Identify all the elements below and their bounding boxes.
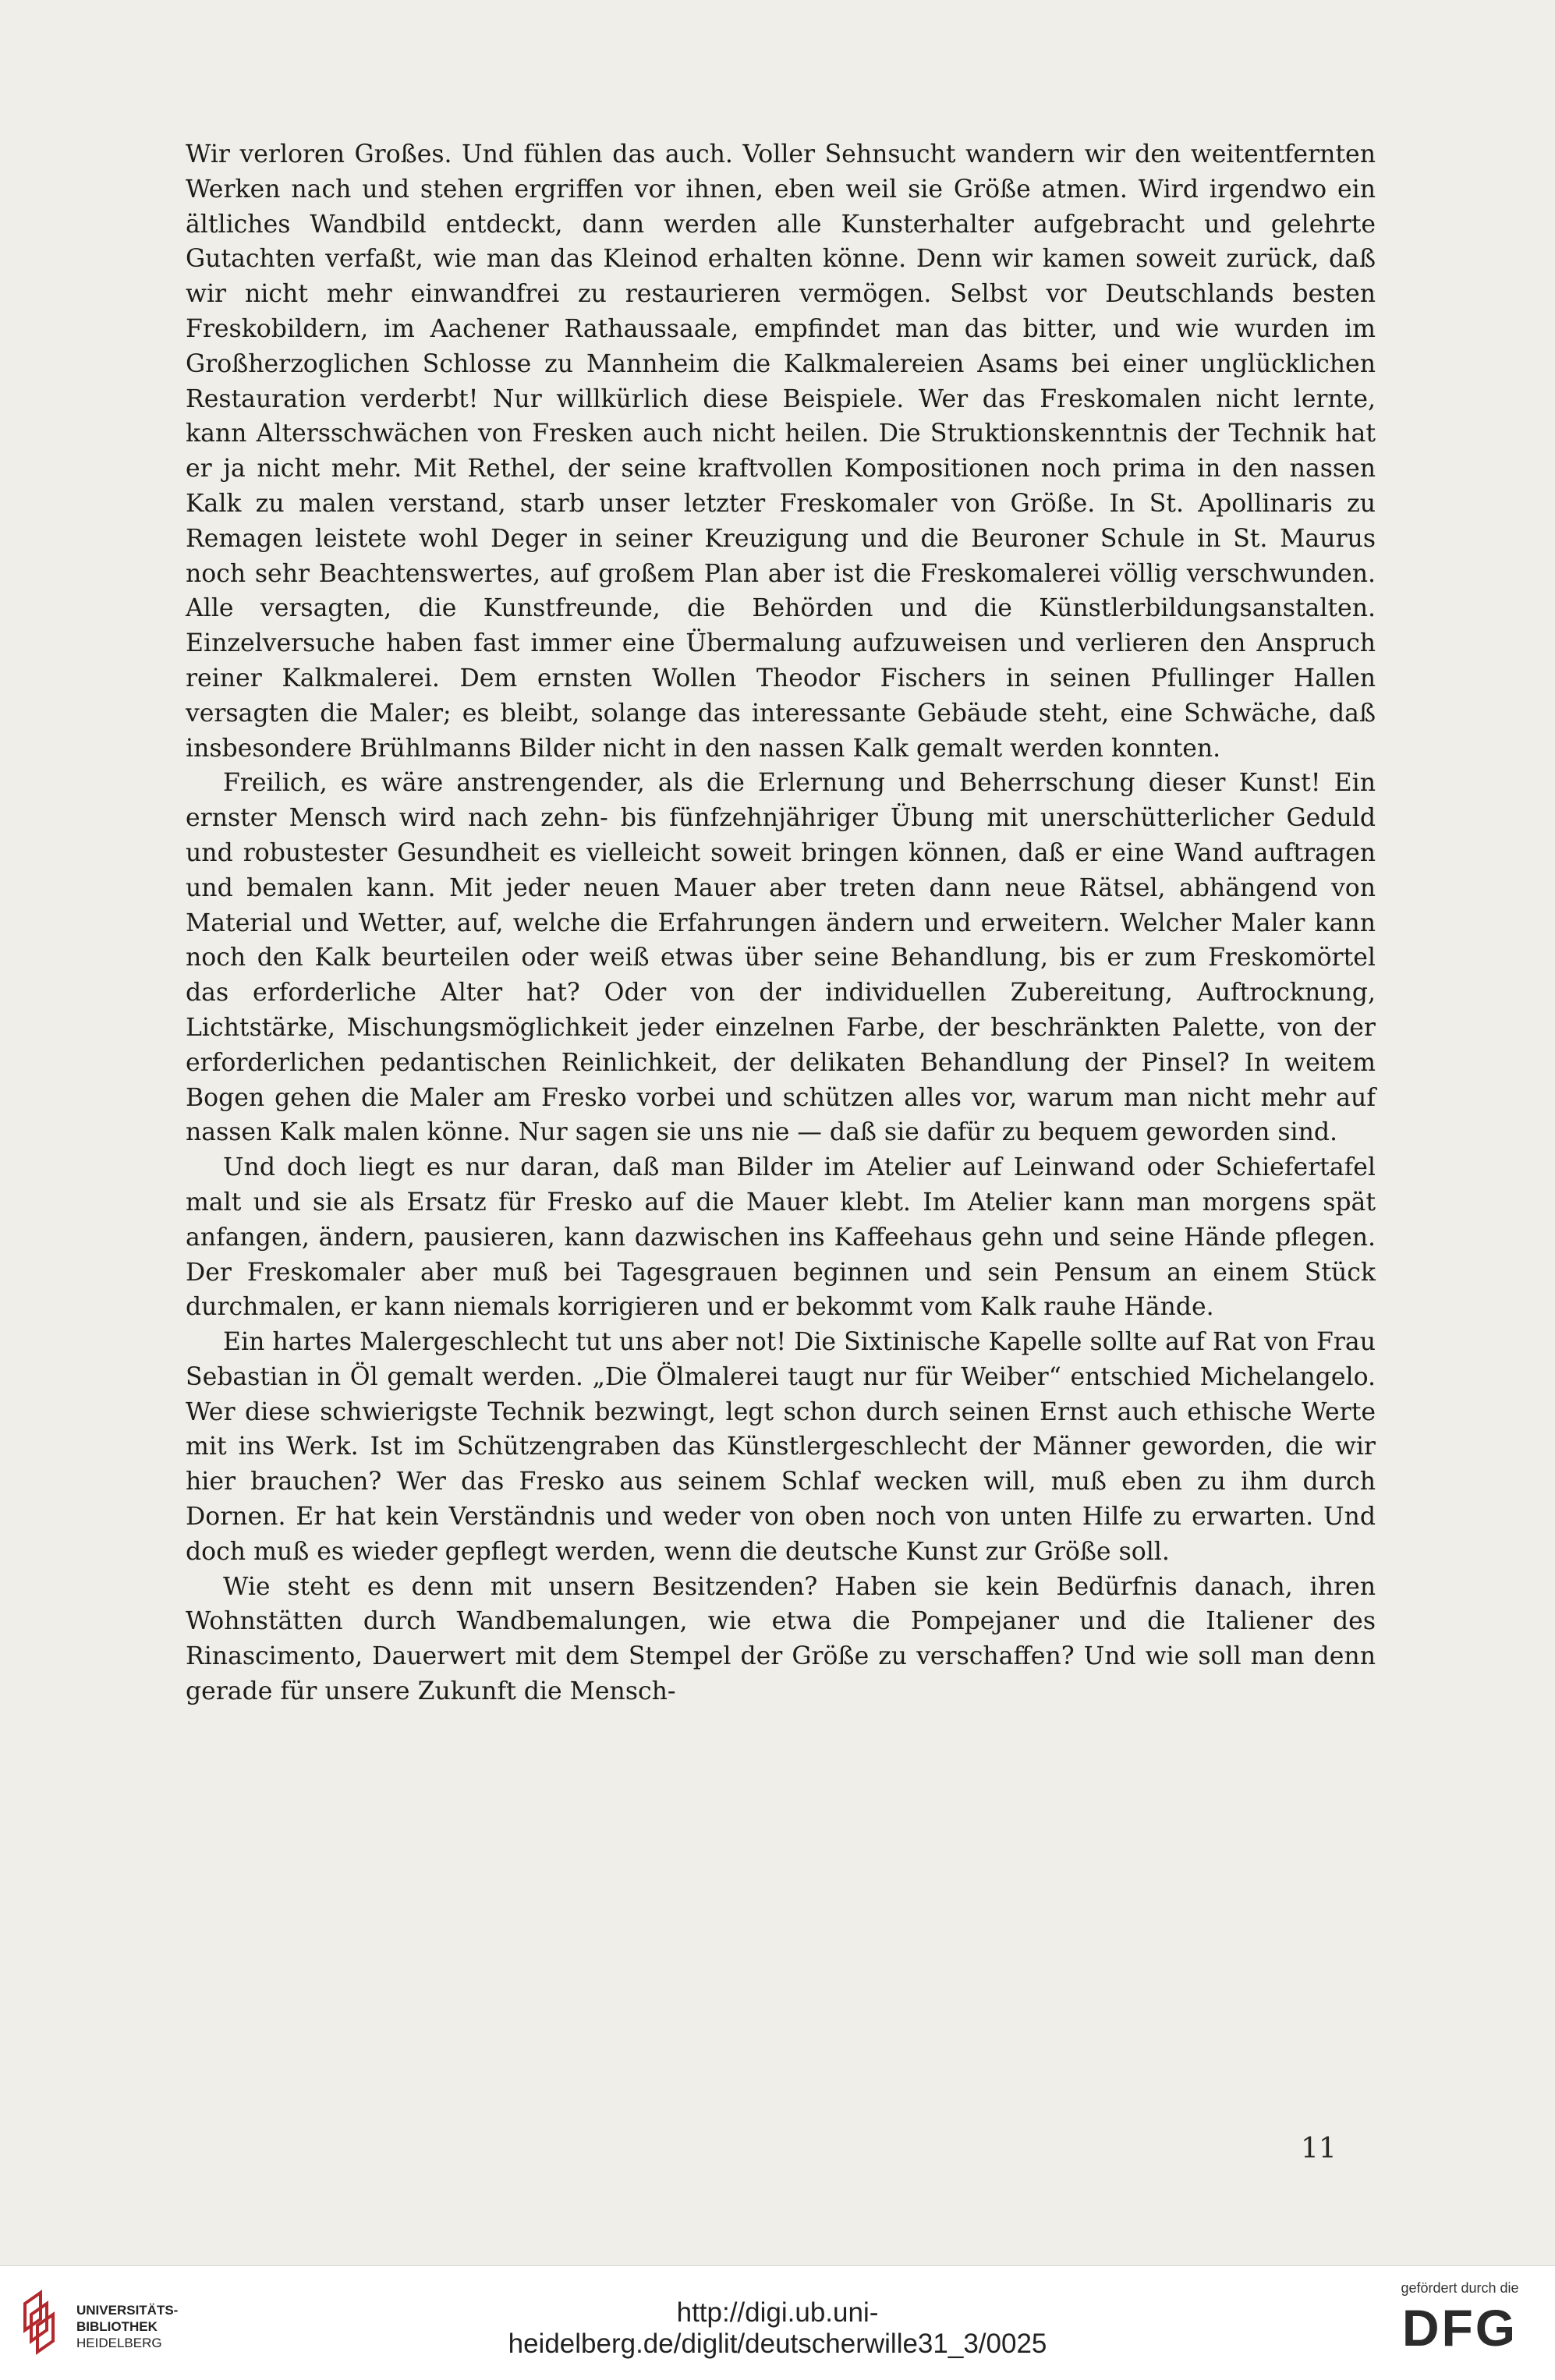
library-logo[interactable] bbox=[17, 2285, 189, 2363]
funder-block bbox=[1382, 2280, 1538, 2356]
paragraph-2: Freilich, es wäre anstrengender, als die Erlernung und Beherrschung dieser Kunst! Ein ernster Mensch wird nach zehn- bis fünfzehnjähriger Übung mit unerschütterlicher Geduld und robustester Gesundheit es vielleicht soweit bringen können, daß er eine Wand auftragen und bemalen kann. Mit jeder neuen Mauer aber treten dann neue Rätsel, abhängend von Material und Wetter, auf, welche die Erfahrungen ändern und erweitern. Welcher Maler kann noch den Kalk beurteilen oder weiß etwas über seine Behandlung, bis er zum Freskomörtel das erforderliche Alter hat? Oder von der individuellen Zubereitung, Auftrocknung, Lichtstärke, Mischungsmöglichkeit jeder einzelnen Farbe, der beschränkten Palette, von der erforderlichen pedantischen Reinlichkeit, der delikaten Behandlung der Pinsel? In weitem Bogen gehen die Maler am Fresko vorbei und schützen alles vor, warum man nicht mehr auf nassen Kalk malen könne. Nur sagen sie uns nie — daß sie dafür zu bequem geworden sind. bbox=[186, 769, 1376, 1147]
library-line-2: BIBLIOTHEK bbox=[76, 2319, 158, 2334]
body-text bbox=[186, 137, 1376, 1709]
paragraph-4: Ein hartes Malergeschlecht tut uns aber not! Die Sixtinische Kapelle sollte auf Rat von Frau Sebastian in Öl gemalt werden. „Die Ölmalerei taugt nur für Weiber“ entschied Michelangelo. Wer diese schwierigste Technik bezwingt, legt schon durch seinen Ernst auch ethische Werte mit ins Werk. Ist im Schützengraben das Künstlergeschlecht der Männer geworden, die wir hier brauchen? Wer das Fresko aus seinem Schlaf wecken will, muß eben zu ihm durch Dornen. Er hat kein Verständnis und weder von oben noch von unten Hilfe zu erwarten. Und doch muß es wieder gepflegt werden, wenn die deutsche Kunst zur Größe soll. bbox=[186, 1328, 1376, 1566]
library-name bbox=[76, 2302, 178, 2351]
funder-label: gefördert durch die bbox=[1401, 2280, 1519, 2296]
library-line-3: HEIDELBERG bbox=[76, 2336, 162, 2350]
paragraph-1: Wir verloren Großes. Und fühlen das auch. Voller Sehnsucht wandern wir den weitentfernten Werken nach und stehen ergriffen vor ihnen, eben weil sie Größe atmen. Wird irgendwo ein ältliches Wandbild entdeckt, dann werden alle Kunsterhalter aufgebracht und gelehrte Gutachten verfaßt, wie man das Kleinod erhalten könne. Denn wir kamen soweit zurück, daß wir nicht mehr einwandfrei zu restaurieren vermögen. Selbst vor Deutschlands besten Freskobildern, im Aachener Rathaussaale, empfindet man das bitter, und wie wurden im Großherzoglichen Schlosse zu Mannheim die Kalkmalereien Asams bei einer unglücklichen Restauration verderbt! Nur willkürlich diese Beispiele. Wer das Freskomalen nicht lernte, kann Altersschwächen von Fresken auch nicht heilen. Die Struktionskenntnis der Technik hat er ja nicht mehr. Mit Rethel, der seine kraftvollen Kompositionen noch prima in den nassen Kalk zu malen verstand, starb unser letzter Freskomaler von Größe. In St. Apollinaris zu Remagen leistete wohl Deger in seiner Kreuzigung und die Beuroner Schule in St. Maurus noch sehr Beachtenswertes, auf großem Plan aber ist die Freskomalerei völlig verschwunden. Alle versagten, die Kunstfreunde, die Behörden und die Künstlerbildungsanstalten. Einzelversuche haben fast immer eine Übermalung aufzuweisen und verlieren den Anspruch reiner Kalkmalerei. Dem ernsten Wollen Theodor Fischers in seinen Pfullinger Hallen versagten die Maler; es bleibt, solange das interessante Gebäude steht, eine Schwäche, daß insbesondere Brühlmanns Bilder nicht in den nassen Kalk gemalt werden konnten. bbox=[186, 140, 1376, 763]
ub-heidelberg-logo-icon bbox=[17, 2288, 66, 2360]
digitization-footer bbox=[0, 2265, 1555, 2380]
library-line-1: UNIVERSITÄTS- bbox=[76, 2303, 179, 2318]
page-number: 11 bbox=[1301, 2133, 1337, 2165]
dfg-logo[interactable]: DFG bbox=[1401, 2299, 1518, 2357]
paragraph-3: Und doch liegt es nur daran, daß man Bilder im Atelier auf Leinwand oder Schiefertafel malt und sie als Ersatz für Fresko auf die Mauer klebt. Im Atelier kann man morgens spät anfangen, ändern, pausieren, kann dazwischen ins Kaffeehaus gehn und seine Hände pflegen. Der Freskomaler aber muß bei Tagesgrauen beginnen und sein Pensum an einem Stück durchmalen, er kann niemals korrigieren und er bekommt vom Kalk rauhe Hände. bbox=[186, 1153, 1376, 1322]
paragraph-5: Wie steht es denn mit unsern Besitzenden? Haben sie kein Bedürfnis danach, ihren Wohnstätten durch Wandbemalungen, wie etwa die Pompejaner und die Italiener des Rinascimento, Dauerwert mit dem Stempel der Größe zu verschaffen? Und wie soll man denn gerade für unsere Zukunft die Mensch- bbox=[186, 1572, 1376, 1706]
permalink-url[interactable]: http://digi.ub.uni-heidelberg.de/diglit/deutscherwille31_3/0025 bbox=[508, 2297, 1047, 2359]
